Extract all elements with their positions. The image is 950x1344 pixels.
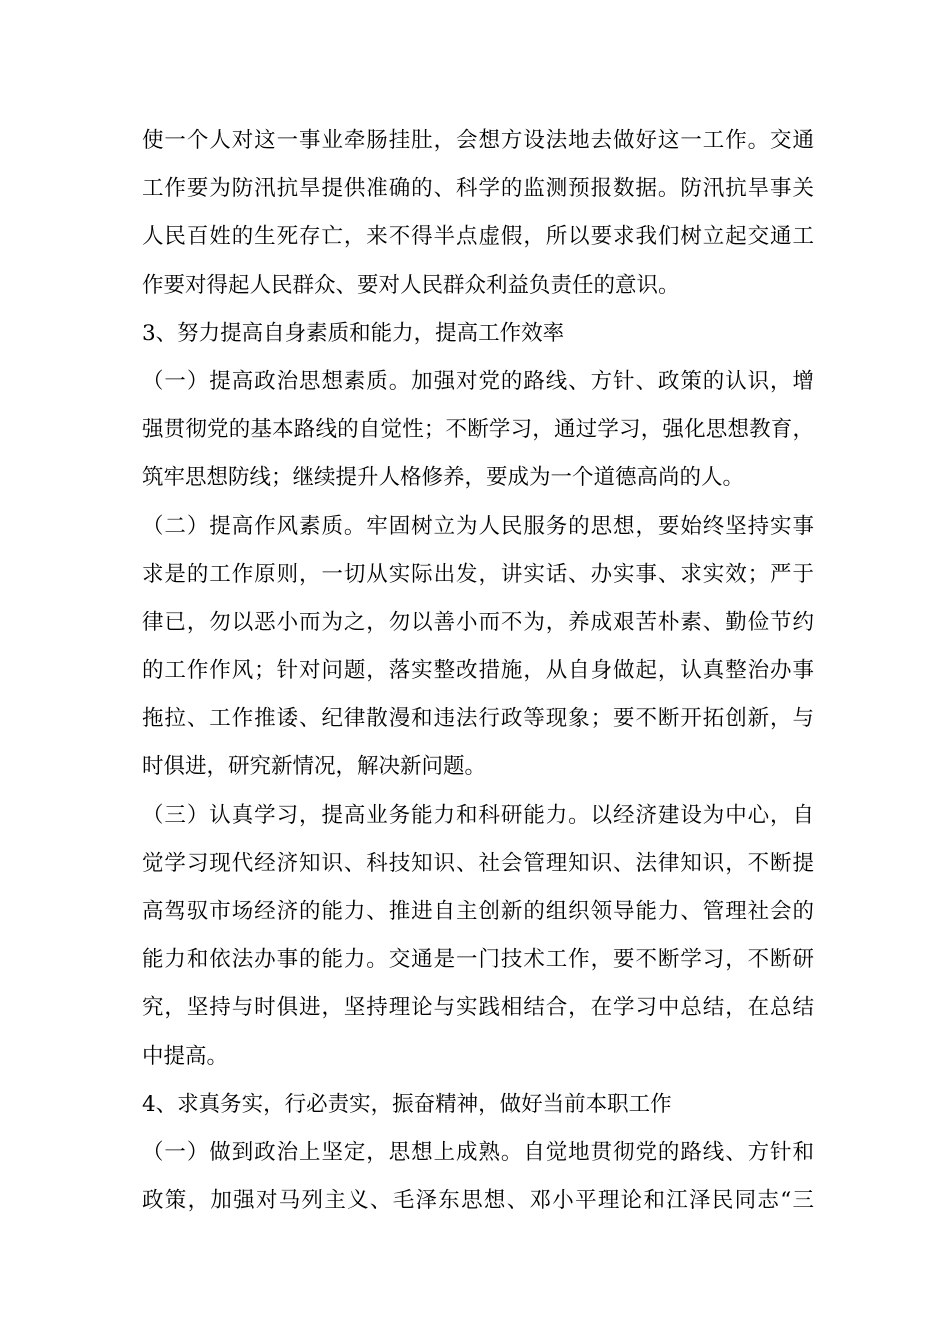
- text-line: 人民百姓的生死存亡，来不得半点虚假，所以要求我们树立起交通工: [142, 224, 814, 250]
- text-line: 政策，加强对马列主义、毛泽东思想、邓小平理论和江泽民同志“三: [142, 1188, 814, 1214]
- text-line: 的工作作风；针对问题，落实整改措施，从自身做起，认真整治办事: [142, 658, 814, 684]
- text-line: （一）做到政治上坚定，思想上成熟。自觉地贯彻党的路线、方针和: [142, 1139, 814, 1165]
- text-line: 4、求真务实，行必责实，振奋精神，做好当前本职工作: [142, 1091, 672, 1117]
- text-line: （三）认真学习，提高业务能力和科研能力。以经济建设为中心，自: [142, 802, 814, 828]
- document-body: [142, 121, 814, 1229]
- text-line: 求是的工作原则，一切从实际出发，讲实话、办实事、求实效；严于: [142, 561, 814, 587]
- text-line: 筑牢思想防线；继续提升人格修养，要成为一个道德高尚的人。: [142, 465, 745, 491]
- text-line: 究，坚持与时俱进，坚持理论与实践相结合，在学习中总结，在总结: [142, 995, 814, 1021]
- text-line: 高驾驭市场经济的能力、推进自主创新的组织领导能力、管理社会的: [142, 899, 814, 924]
- text-line: 作要对得起人民群众、要对人民群众利益负责任的意识。: [142, 272, 680, 298]
- text-line: 3、努力提高自身素质和能力，提高工作效率: [142, 320, 565, 346]
- text-line: 能力和依法办事的能力。交通是一门技术工作，要不断学习，不断研: [142, 947, 814, 973]
- text-line: 时俱进，研究新情况，解决新问题。: [142, 754, 487, 780]
- text-line: 拖拉、工作推诿、纪律散漫和违法行政等现象；要不断开拓创新，与: [142, 706, 814, 732]
- text-line: （二）提高作风素质。牢固树立为人民服务的思想，要始终坚持实事: [142, 513, 814, 539]
- text-line: 使一个人对这一事业牵肠挂肚，会想方设法地去做好这一工作。交通: [142, 128, 814, 153]
- text-line: （一）提高政治思想素质。加强对党的路线、方针、政策的认识，增: [142, 368, 814, 394]
- text-line: 中提高。: [142, 1043, 229, 1069]
- text-line: 觉学习现代经济知识、科技知识、社会管理知识、法律知识，不断提: [142, 850, 814, 876]
- text-line: 工作要为防汛抗旱提供准确的、科学的监测预报数据。防汛抗旱事关: [142, 176, 814, 202]
- text-line: 强贯彻党的基本路线的自觉性；不断学习，通过学习，强化思想教育，: [142, 417, 814, 443]
- text-line: 律已，勿以恶小而为之，勿以善小而不为，养成艰苦朴素、勤俭节约: [142, 609, 814, 635]
